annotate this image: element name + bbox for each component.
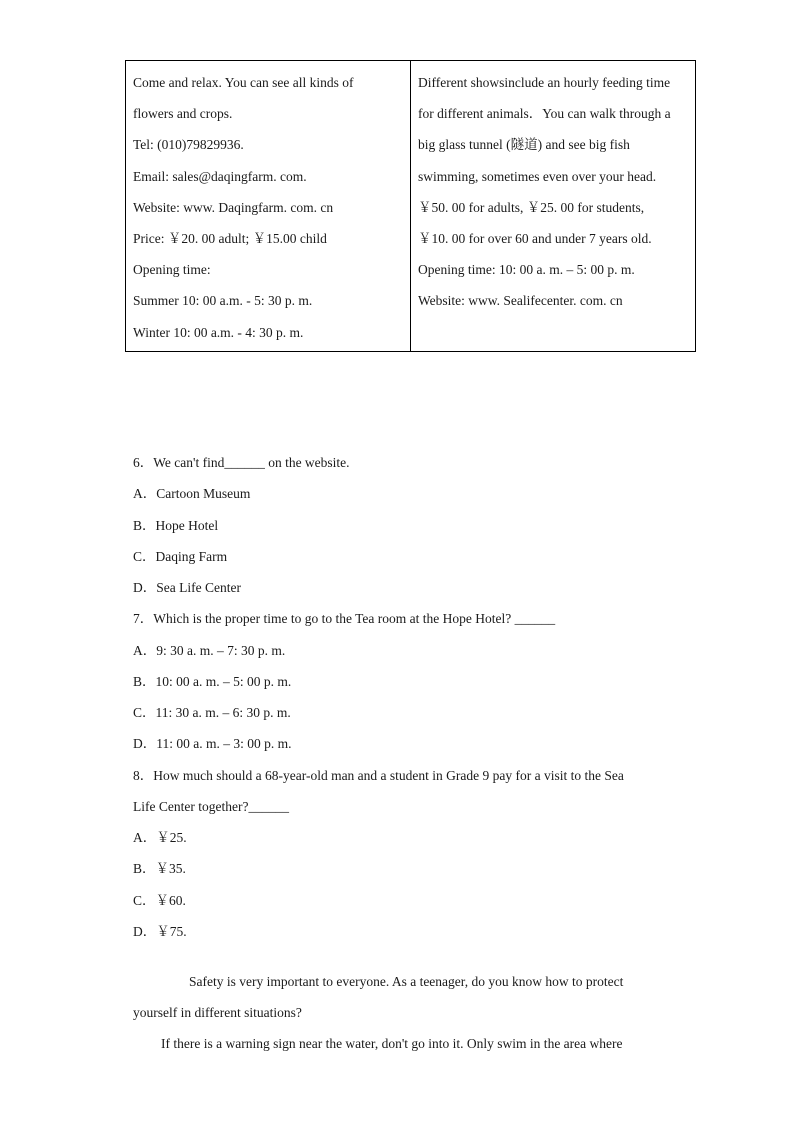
- option-b: B．Hope Hotel: [133, 517, 219, 533]
- question-stem: 7．Which is the proper time to go to the Tea room at the Hope Hotel? ______: [133, 611, 556, 627]
- question-7: [133, 603, 693, 759]
- option-c: C．11: 30 a. m. – 6: 30 p. m.: [133, 705, 291, 720]
- sealife-line: for different animals．You can walk through a: [418, 106, 671, 122]
- question-stem: 8．How much should a 68-year-old man and a student in Grade 9 pay for a visit to the Sea: [133, 767, 624, 783]
- farm-summer-hours: Summer 10: 00 a.m. - 5: 30 p. m.: [133, 293, 313, 309]
- option-d: D．11: 00 a. m. – 3: 00 p. m.: [133, 736, 292, 752]
- sealife-price: ￥50. 00 for adults, ￥25. 00 for students,: [418, 199, 645, 215]
- option-b: B．10: 00 a. m. – 5: 00 p. m.: [133, 673, 292, 689]
- passage-line: If there is a warning sign near the water, don't go into it. Only swim in the area where: [161, 1036, 623, 1051]
- farm-line: flowers and crops.: [133, 106, 233, 122]
- passage-line: yourself in different situations?: [133, 1005, 302, 1020]
- option-c: C．￥60.: [133, 892, 186, 908]
- option-a: A．9: 30 a. m. – 7: 30 p. m.: [133, 642, 286, 658]
- farm-website: Website: www. Daqingfarm. com. cn: [133, 199, 334, 215]
- sealife-opening-time: Opening time: 10: 00 a. m. – 5: 00 p. m.: [418, 262, 635, 278]
- farm-email: Email: sales@daqingfarm. com.: [133, 168, 307, 184]
- option-c: C．Daqing Farm: [133, 548, 228, 564]
- sealife-price: ￥10. 00 for over 60 and under 7 years old.: [418, 230, 652, 246]
- option-d: D．￥75.: [133, 923, 187, 939]
- info-table: [125, 60, 696, 352]
- farm-winter-hours: Winter 10: 00 a.m. - 4: 30 p. m.: [133, 324, 304, 340]
- farm-opening-label: Opening time:: [133, 262, 211, 278]
- sealife-website: Website: www. Sealifecenter. com. cn: [418, 293, 623, 309]
- reading-passage: [133, 966, 693, 1059]
- farm-tel: Tel: (010)79829936.: [133, 137, 244, 153]
- sealife-line: Different showsinclude an hourly feeding time: [418, 75, 671, 90]
- sea-life-center-cell: [411, 61, 695, 351]
- option-b: B．￥35.: [133, 861, 186, 877]
- farm-line: Come and relax. You can see all kinds of: [133, 75, 354, 90]
- question-stem-continued: Life Center together?______: [133, 798, 289, 814]
- question-list: [133, 447, 693, 947]
- option-a: A．Cartoon Museum: [133, 486, 251, 502]
- sealife-line: big glass tunnel (隧道) and see big fish: [418, 137, 630, 153]
- passage-line: Safety is very important to everyone. As a teenager, do you know how to protect: [189, 974, 624, 989]
- question-6: [133, 447, 693, 603]
- option-a: A．￥25.: [133, 830, 187, 845]
- sealife-line: swimming, sometimes even over your head.: [418, 168, 657, 184]
- question-stem: 6．We can't find______ on the website.: [133, 455, 350, 470]
- option-d: D．Sea Life Center: [133, 580, 241, 595]
- farm-price: Price: ￥20. 00 adult; ￥15.00 child: [133, 230, 327, 246]
- question-8: [133, 760, 693, 948]
- daqing-farm-cell: [126, 61, 411, 351]
